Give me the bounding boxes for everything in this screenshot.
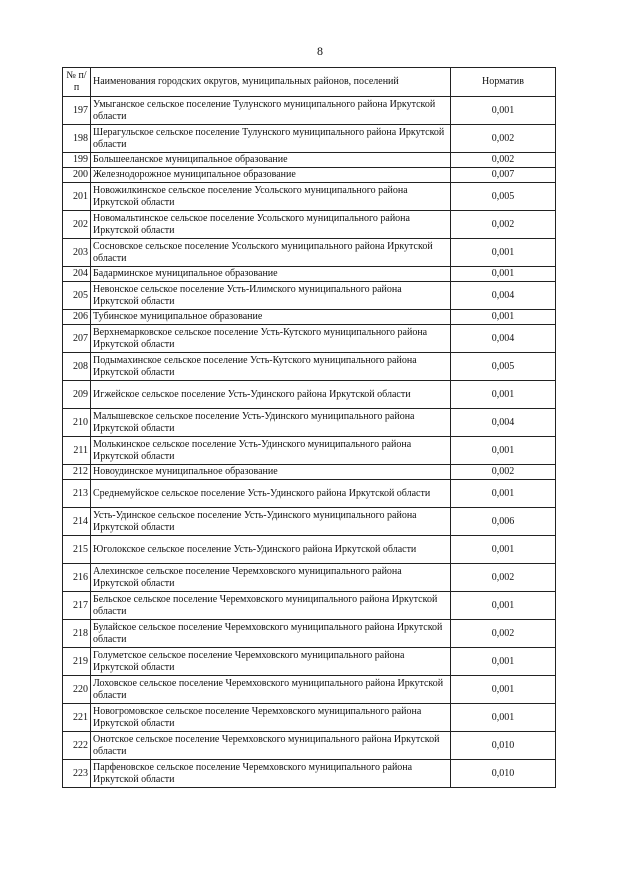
header-value: Норматив (451, 68, 556, 97)
table-row (63, 211, 556, 239)
row-number: 206 (63, 310, 91, 325)
row-number: 215 (63, 536, 91, 564)
row-number: 198 (63, 125, 91, 153)
table-body (63, 97, 556, 788)
row-value: 0,004 (451, 325, 556, 353)
row-value: 0,005 (451, 353, 556, 381)
table-row (63, 508, 556, 536)
row-value: 0,001 (451, 704, 556, 732)
row-value: 0,007 (451, 168, 556, 183)
row-value: 0,004 (451, 409, 556, 437)
row-value: 0,010 (451, 732, 556, 760)
row-number: 201 (63, 183, 91, 211)
row-number: 212 (63, 465, 91, 480)
table-row (63, 310, 556, 325)
row-value: 0,010 (451, 760, 556, 788)
row-name: Среднемуйское сельское поселение Усть-Удинского района Иркутской области (91, 480, 451, 508)
row-value: 0,001 (451, 381, 556, 409)
row-number: 208 (63, 353, 91, 381)
row-value: 0,006 (451, 508, 556, 536)
row-number: 223 (63, 760, 91, 788)
row-value: 0,001 (451, 536, 556, 564)
row-value: 0,001 (451, 267, 556, 282)
row-name: Новомальтинское сельское поселение Усольского муниципального района Иркутской области (91, 211, 451, 239)
table-row (63, 536, 556, 564)
row-number: 200 (63, 168, 91, 183)
row-name: Железнодорожное муниципальное образование (91, 168, 451, 183)
row-name: Умыганское сельское поселение Тулунского муниципального района Иркутской области (91, 97, 451, 125)
table-row (63, 704, 556, 732)
row-value: 0,002 (451, 211, 556, 239)
row-value: 0,001 (451, 310, 556, 325)
row-name: Большееланское муниципальное образование (91, 153, 451, 168)
table-row (63, 381, 556, 409)
row-value: 0,001 (451, 676, 556, 704)
row-number: 205 (63, 282, 91, 310)
table-row (63, 325, 556, 353)
row-name: Новоудинское муниципальное образование (91, 465, 451, 480)
table-row (63, 592, 556, 620)
header-name: Наименования городских округов, муниципальных районов, поселений (91, 68, 451, 97)
row-number: 219 (63, 648, 91, 676)
row-value: 0,004 (451, 282, 556, 310)
table-row (63, 239, 556, 267)
row-name: Парфеновское сельское поселение Черемховского муниципального района Иркутской области (91, 760, 451, 788)
page-number: 8 (317, 44, 323, 58)
norms-table (62, 67, 556, 788)
row-number: 221 (63, 704, 91, 732)
row-number: 222 (63, 732, 91, 760)
row-name: Онотское сельское поселение Черемховского муниципального района Иркутской области (91, 732, 451, 760)
row-name: Новожилкинское сельское поселение Усольского муниципального района Иркутской области (91, 183, 451, 211)
row-value: 0,001 (451, 239, 556, 267)
table-row (63, 676, 556, 704)
table-header (63, 68, 556, 97)
table-row (63, 153, 556, 168)
row-name: Голуметское сельское поселение Черемховского муниципального района Иркутской области (91, 648, 451, 676)
row-name: Булайское сельское поселение Черемховского муниципального района Иркутской области (91, 620, 451, 648)
row-name: Бадарминское муниципальное образование (91, 267, 451, 282)
table-row (63, 97, 556, 125)
table-row (63, 267, 556, 282)
table-row (63, 353, 556, 381)
row-value: 0,001 (451, 592, 556, 620)
row-number: 209 (63, 381, 91, 409)
row-number: 217 (63, 592, 91, 620)
row-number: 199 (63, 153, 91, 168)
table-row (63, 480, 556, 508)
row-name: Невонское сельское поселение Усть-Илимского муниципального района Иркутской области (91, 282, 451, 310)
row-value: 0,002 (451, 620, 556, 648)
row-name: Малышевское сельское поселение Усть-Удинского муниципального района Иркутской области (91, 409, 451, 437)
row-name: Подымахинское сельское поселение Усть-Кутского муниципального района Иркутской области (91, 353, 451, 381)
row-name: Молькинское сельское поселение Усть-Удинского муниципального района Иркутской области (91, 437, 451, 465)
row-value: 0,001 (451, 480, 556, 508)
row-number: 204 (63, 267, 91, 282)
table-row (63, 282, 556, 310)
row-value: 0,001 (451, 97, 556, 125)
row-value: 0,005 (451, 183, 556, 211)
row-number: 197 (63, 97, 91, 125)
table-row (63, 168, 556, 183)
row-number: 216 (63, 564, 91, 592)
row-name: Шерагульское сельское поселение Тулунского муниципального района Иркутской области (91, 125, 451, 153)
row-number: 207 (63, 325, 91, 353)
table-row (63, 183, 556, 211)
row-value: 0,002 (451, 465, 556, 480)
row-number: 214 (63, 508, 91, 536)
table-row (63, 125, 556, 153)
row-value: 0,001 (451, 648, 556, 676)
row-value: 0,002 (451, 153, 556, 168)
row-name: Верхнемарковское сельское поселение Усть-Кутского муниципального района Иркутской области (91, 325, 451, 353)
row-name: Сосновское сельское поселение Усольского муниципального района Иркутской области (91, 239, 451, 267)
row-name: Усть-Удинское сельское поселение Усть-Удинского муниципального района Иркутской области (91, 508, 451, 536)
row-number: 203 (63, 239, 91, 267)
table-row (63, 760, 556, 788)
table-row (63, 465, 556, 480)
header-num: № п/п (63, 68, 91, 97)
row-name: Новогромовское сельское поселение Черемховского муниципального района Иркутской области (91, 704, 451, 732)
row-name: Игжейское сельское поселение Усть-Удинского района Иркутской области (91, 381, 451, 409)
table-row (63, 732, 556, 760)
row-value: 0,001 (451, 437, 556, 465)
row-number: 211 (63, 437, 91, 465)
table-row (63, 437, 556, 465)
row-number: 202 (63, 211, 91, 239)
row-name: Тубинское муниципальное образование (91, 310, 451, 325)
row-name: Юголокское сельское поселение Усть-Удинского района Иркутской области (91, 536, 451, 564)
row-number: 218 (63, 620, 91, 648)
table-row (63, 409, 556, 437)
row-number: 213 (63, 480, 91, 508)
row-value: 0,002 (451, 125, 556, 153)
table-row (63, 648, 556, 676)
table-row (63, 620, 556, 648)
row-number: 210 (63, 409, 91, 437)
row-name: Лоховское сельское поселение Черемховского муниципального района Иркутской области (91, 676, 451, 704)
row-value: 0,002 (451, 564, 556, 592)
row-name: Бельское сельское поселение Черемховского муниципального района Иркутской области (91, 592, 451, 620)
row-name: Алехинское сельское поселение Черемховского муниципального района Иркутской области (91, 564, 451, 592)
row-number: 220 (63, 676, 91, 704)
table-row (63, 564, 556, 592)
